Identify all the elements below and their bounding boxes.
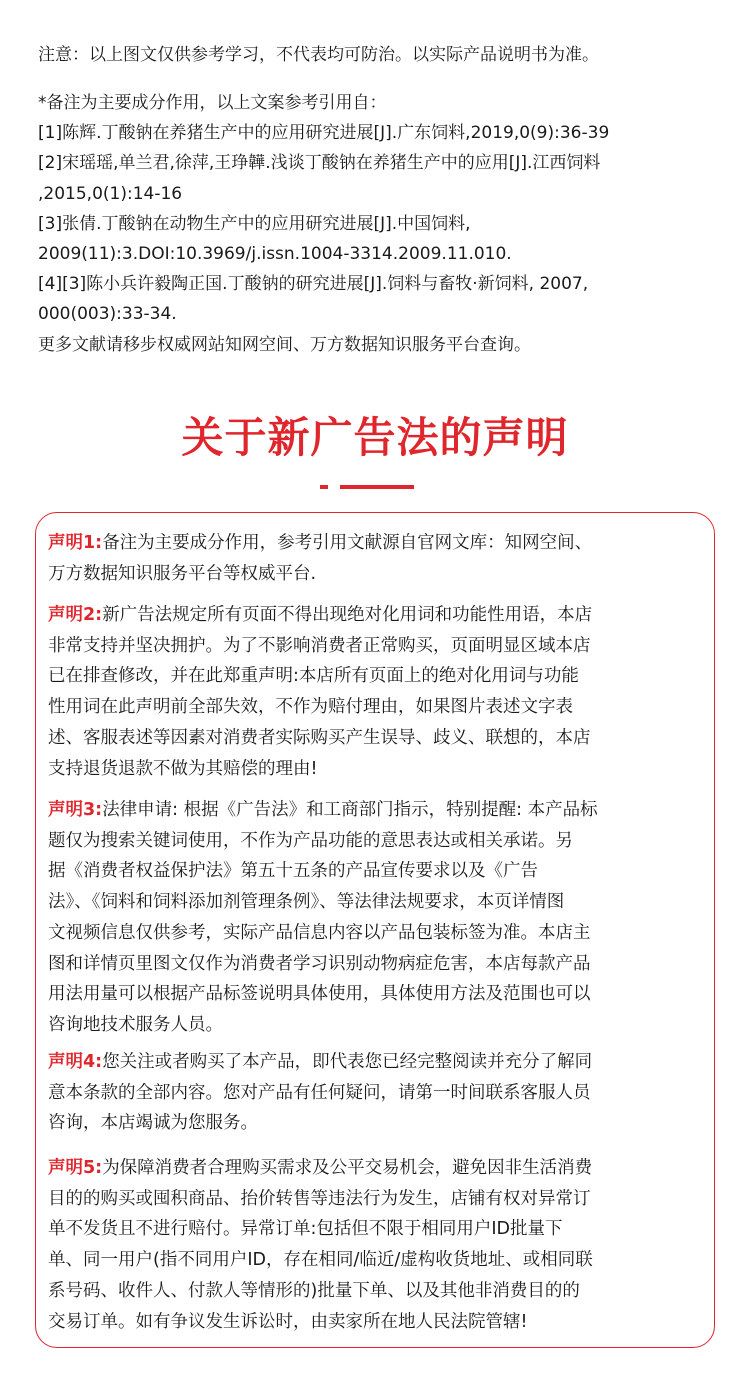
statement-5 (48, 1153, 708, 1337)
title-divider-dot (320, 485, 328, 489)
statement-line: 图和详情页里图文仅作为消费者学习识别动物病症危害，本店每款产品 (48, 953, 591, 974)
statement-line: 据《消费者权益保护法》第五十五条的产品宣传要求以及《广告 (48, 861, 538, 882)
reference-line: ,2015,0(1):14-16 (38, 183, 183, 204)
title-divider-line (340, 485, 414, 489)
reference-line: [4][3]陈小兵许毅陶正国.丁酸钠的研究进展[J].饲料与畜牧·新饲料, 2007, (38, 274, 589, 295)
statement-2 (48, 600, 708, 784)
statement-line: 单不发货且不进行赔付。异常订单:包括但不限于相同用户ID批量下 (48, 1219, 563, 1240)
reference-line: *备注为主要成分作用，以上文案参考引用自： (38, 93, 387, 113)
reference-line: 2009(11):3.DOI:10.3969/j.issn.1004-3314.2009.11.010. (38, 244, 512, 265)
statement-line: 万方数据知识服务平台等权威平台. (48, 563, 317, 584)
reference-line: 更多文献请移步权威网站知网空间、万方数据知识服务平台查询。 (38, 334, 531, 355)
statement-line: 咨询地技术服务人员。 (48, 1014, 223, 1035)
reference-line: [3]张倩.丁酸钠在动物生产中的应用研究进展[J].中国饲料, (38, 213, 471, 234)
statement-label: 声明4: (48, 1052, 103, 1072)
statement-line: 法》、《饲料和饲料添加剂管理条例》、等法律法规要求，本页详情图 (48, 892, 565, 913)
statement-line: 交易订单。如有争议发生诉讼时，由卖家所在地人民法院管辖! (48, 1311, 528, 1332)
reference-line: [1]陈辉.丁酸钠在养猪生产中的应用研究进展[J].广东饲料,2019,0(9):36-39 (38, 123, 610, 144)
statement-line: 题仅为搜索关键词使用，不作为产品功能的意思表达或相关承诺。另 (48, 830, 573, 851)
statement-line: 已在排查修改，并在此郑重声明:本店所有页面上的绝对化用词与功能 (48, 666, 579, 687)
statement-line: 文视频信息仅供参考，实际产品信息内容以产品包装标签为准。本店主 (48, 922, 591, 943)
statement-line: 支持退货退款不做为其赔偿的理由! (48, 758, 318, 779)
statement-line: 系号码、收件人、付款人等情形的)批量下单、以及其他非消费目的的 (48, 1280, 580, 1301)
statement-line: 法律申请: 根据《广告法》和工商部门指示，特别提醒: 本产品标 (102, 800, 598, 820)
statement-line: 用法用量可以根据产品标签说明具体使用，具体使用方法及范围也可以 (48, 984, 591, 1005)
reference-line: 000(003):33-34. (38, 304, 177, 325)
statement-line: 为保障消费者合理购买需求及公平交易机会，避免因非生活消费 (102, 1158, 593, 1178)
statement-3 (48, 795, 708, 1041)
statement-line: 新广告法规定所有页面不得出现绝对化用词和功能性用语，本店 (102, 605, 593, 625)
statement-label: 声明3: (48, 800, 103, 820)
statement-line: 您关注或者购买了本产品，即代表您已经完整阅读并充分了解同 (102, 1052, 593, 1072)
page-title: 关于新广告法的声明 (181, 413, 569, 462)
statement-label: 声明1: (48, 533, 103, 553)
statement-line: 备注为主要成分作用，参考引用文献源自官网文库：知网空间、 (102, 533, 593, 553)
statement-line: 述、客服表述等因素对消费者实际购买产生误导、歧义、联想的，本店 (48, 727, 591, 748)
notice-text: 注意：以上图文仅供参考学习，不代表均可防治。以实际产品说明书为准。 (38, 45, 599, 65)
statement-label: 声明2: (48, 605, 103, 625)
references-block (38, 88, 728, 360)
reference-line: [2]宋瑶瑶,单兰君,徐萍,王琤韡.浅谈丁酸钠在养猪生产中的应用[J].江西饲料 (38, 153, 601, 174)
statement-1 (48, 528, 708, 589)
statement-label: 声明5: (48, 1158, 103, 1178)
statement-line: 性用词在此声明前全部失效，不作为赔付理由，如果图片表述文字表 (48, 697, 573, 718)
statement-line: 意本条款的全部内容。您对产品有任何疑问，请第一时间联系客服人员 (48, 1082, 591, 1103)
statement-line: 咨询，本店竭诚为您服务。 (48, 1113, 258, 1134)
statement-line: 单、同一用户(指不同用户ID，存在相同/临近/虚构收货地址、或相同联 (48, 1250, 593, 1271)
statement-4 (48, 1047, 708, 1139)
statement-line: 非常支持并坚决拥护。为了不影响消费者正常购买，页面明显区域本店 (48, 635, 591, 656)
statement-line: 目的的购买或囤积商品、抬价转售等违法行为发生，店铺有权对异常订 (48, 1188, 591, 1209)
